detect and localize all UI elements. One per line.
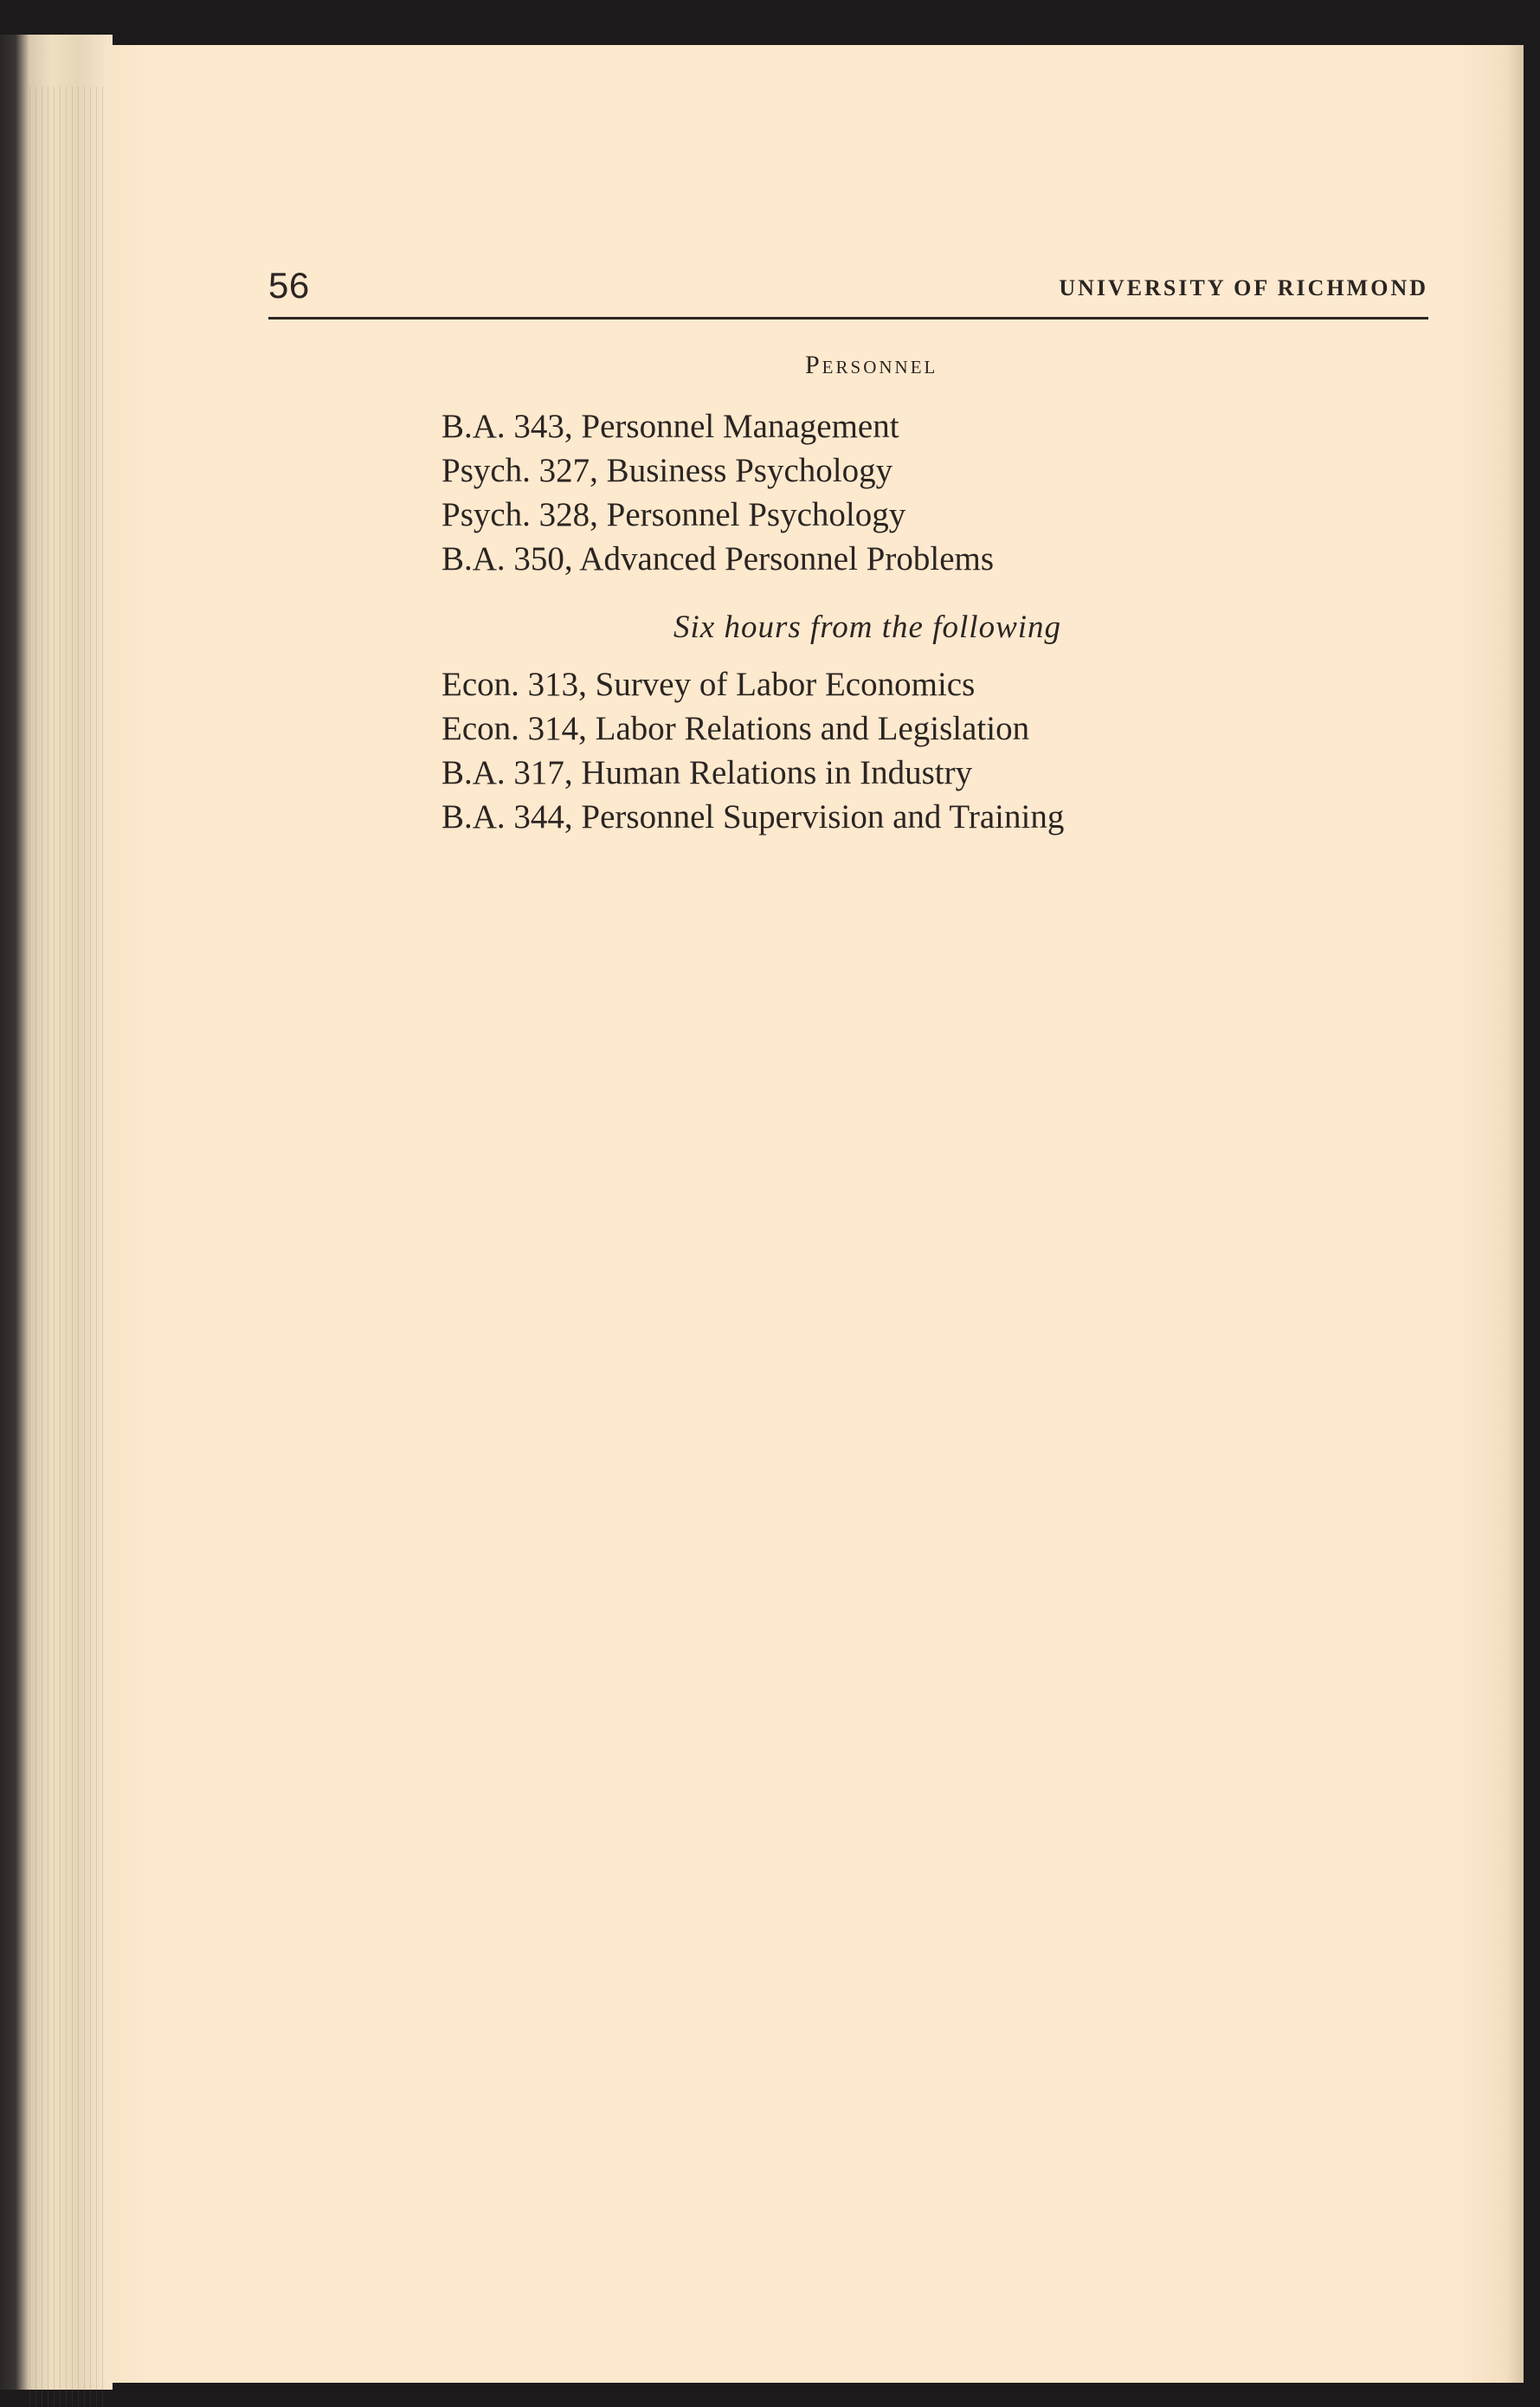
running-head: UNIVERSITY OF RICHMOND — [1059, 275, 1428, 300]
required-course-list — [441, 404, 994, 581]
course-item: Psych. 328, Personnel Psychology — [441, 496, 906, 533]
elective-heading: Six hours from the following — [673, 610, 1062, 645]
course-item: Psych. 327, Business Psychology — [441, 452, 893, 489]
page-header — [268, 223, 1428, 320]
page-edges — [29, 87, 107, 2407]
book-binding — [0, 35, 113, 2390]
course-item: B.A. 344, Personnel Supervision and Training — [441, 798, 1065, 836]
course-item: Econ. 314, Labor Relations and Legislation — [441, 710, 1030, 747]
section-title: Personnel — [805, 351, 938, 379]
course-item: B.A. 350, Advanced Personnel Problems — [441, 540, 995, 578]
elective-course-list — [441, 662, 1064, 839]
course-item: B.A. 317, Human Relations in Industry — [441, 754, 973, 791]
course-item: Econ. 313, Survey of Labor Economics — [441, 666, 976, 703]
book-page — [104, 45, 1524, 2383]
page-number: 56 — [268, 265, 310, 306]
header-rule — [268, 317, 1428, 319]
course-item: B.A. 343, Personnel Management — [441, 408, 899, 445]
